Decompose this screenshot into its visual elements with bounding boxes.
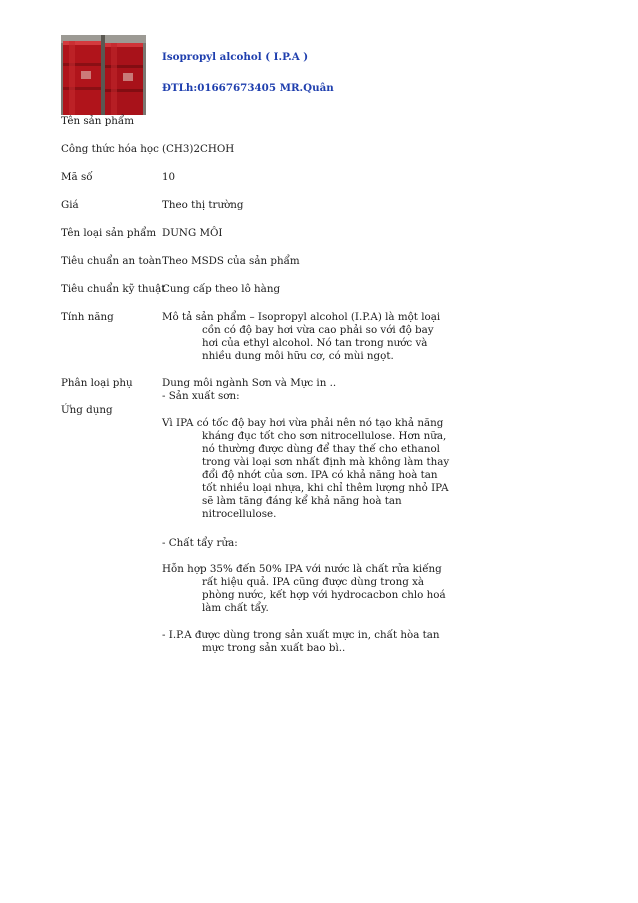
ink-line: - I.P.A được dùng trong sản xuất mực in, chất hòa tan <box>162 629 440 641</box>
safety-value: Theo MSDS của sản phẩm <box>162 255 300 267</box>
paint-line: tốt nhiều loại nhựa, khi chỉ thêm lượng nhỏ IPA <box>202 482 449 494</box>
product-title: Isopropyl alcohol ( I.P.A ) <box>162 51 309 63</box>
price-value: Theo thị trường <box>162 199 244 211</box>
paint-line: Vì IPA có tốc độ bay hơi vừa phải nên nó tạo khả năng <box>162 417 444 429</box>
red-barrels-photo <box>61 35 146 115</box>
paint-line: kháng đục tốt cho sơn nitrocellulose. Hơn nữa, <box>202 430 447 442</box>
safety-label: Tiêu chuẩn an toàn <box>61 255 162 267</box>
cleaner-line: phòng nước, kết hợp với hydrocacbon chlo hoá <box>202 589 446 601</box>
code-value: 10 <box>162 171 176 183</box>
features-line: nhiều dung môi hữu cơ, có mùi ngọt. <box>202 350 394 362</box>
paint-line: nitrocellulose. <box>202 508 277 520</box>
category-label: Tên loại sản phẩm <box>61 227 157 239</box>
features-line: hơi của ethyl alcohol. Nó tan trong nước và <box>202 337 428 349</box>
tech-standard-value: Cung cấp theo lô hàng <box>162 283 281 295</box>
cleaner-line: Hỗn hợp 35% đến 50% IPA với nước là chất rửa kiếng <box>162 563 442 575</box>
tech-standard-label: Tiêu chuẩn kỹ thuật <box>61 283 166 295</box>
cleaner-paragraph <box>162 563 452 615</box>
cleaner-line: làm chất tẩy. <box>202 602 269 614</box>
ink-paragraph <box>162 629 452 655</box>
code-label: Mã số <box>61 171 93 183</box>
features-label: Tính năng <box>61 311 114 323</box>
paint-line: sẽ làm tăng đáng kể khả năng hoà tan <box>202 495 402 507</box>
product-photo <box>61 35 146 115</box>
paint-line: trong vài loại sơn nhất định mà không làm thay <box>202 456 450 468</box>
subcategory-value: Dung môi ngành Sơn và Mực in .. <box>162 377 337 389</box>
category-value: DUNG MÔI <box>162 227 223 239</box>
application-label: Ứng dụng <box>61 404 113 416</box>
formula-value: (CH3)2CHOH <box>162 143 235 155</box>
paint-line: nó thường được dùng để thay thế cho ethanol <box>202 443 440 455</box>
price-label: Giá <box>61 199 79 211</box>
paint-line: đổi độ nhớt của sơn. IPA có khả năng hoà tan <box>202 469 438 481</box>
subcategory-label: Phân loại phụ <box>61 377 133 389</box>
product-name-label: Tên sản phẩm <box>61 115 134 127</box>
features-line: Mô tả sản phẩm – Isopropyl alcohol (I.P.A) là một loại <box>162 311 441 323</box>
ink-line: mực trong sản xuất bao bì.. <box>202 642 346 654</box>
features-line: cồn có độ bay hơi vừa cao phải so với độ bay <box>202 324 434 336</box>
features-paragraph <box>162 311 452 363</box>
formula-label: Công thức hóa học <box>61 143 159 155</box>
cleaner-heading: - Chất tẩy rửa: <box>162 537 238 549</box>
paint-heading: - Sản xuất sơn: <box>162 390 240 402</box>
contact-phone: ĐTLh:01667673405 MR.Quân <box>162 82 334 94</box>
paint-paragraph <box>162 417 452 521</box>
cleaner-line: rất hiệu quả. IPA cũng được dùng trong xà <box>202 576 425 588</box>
